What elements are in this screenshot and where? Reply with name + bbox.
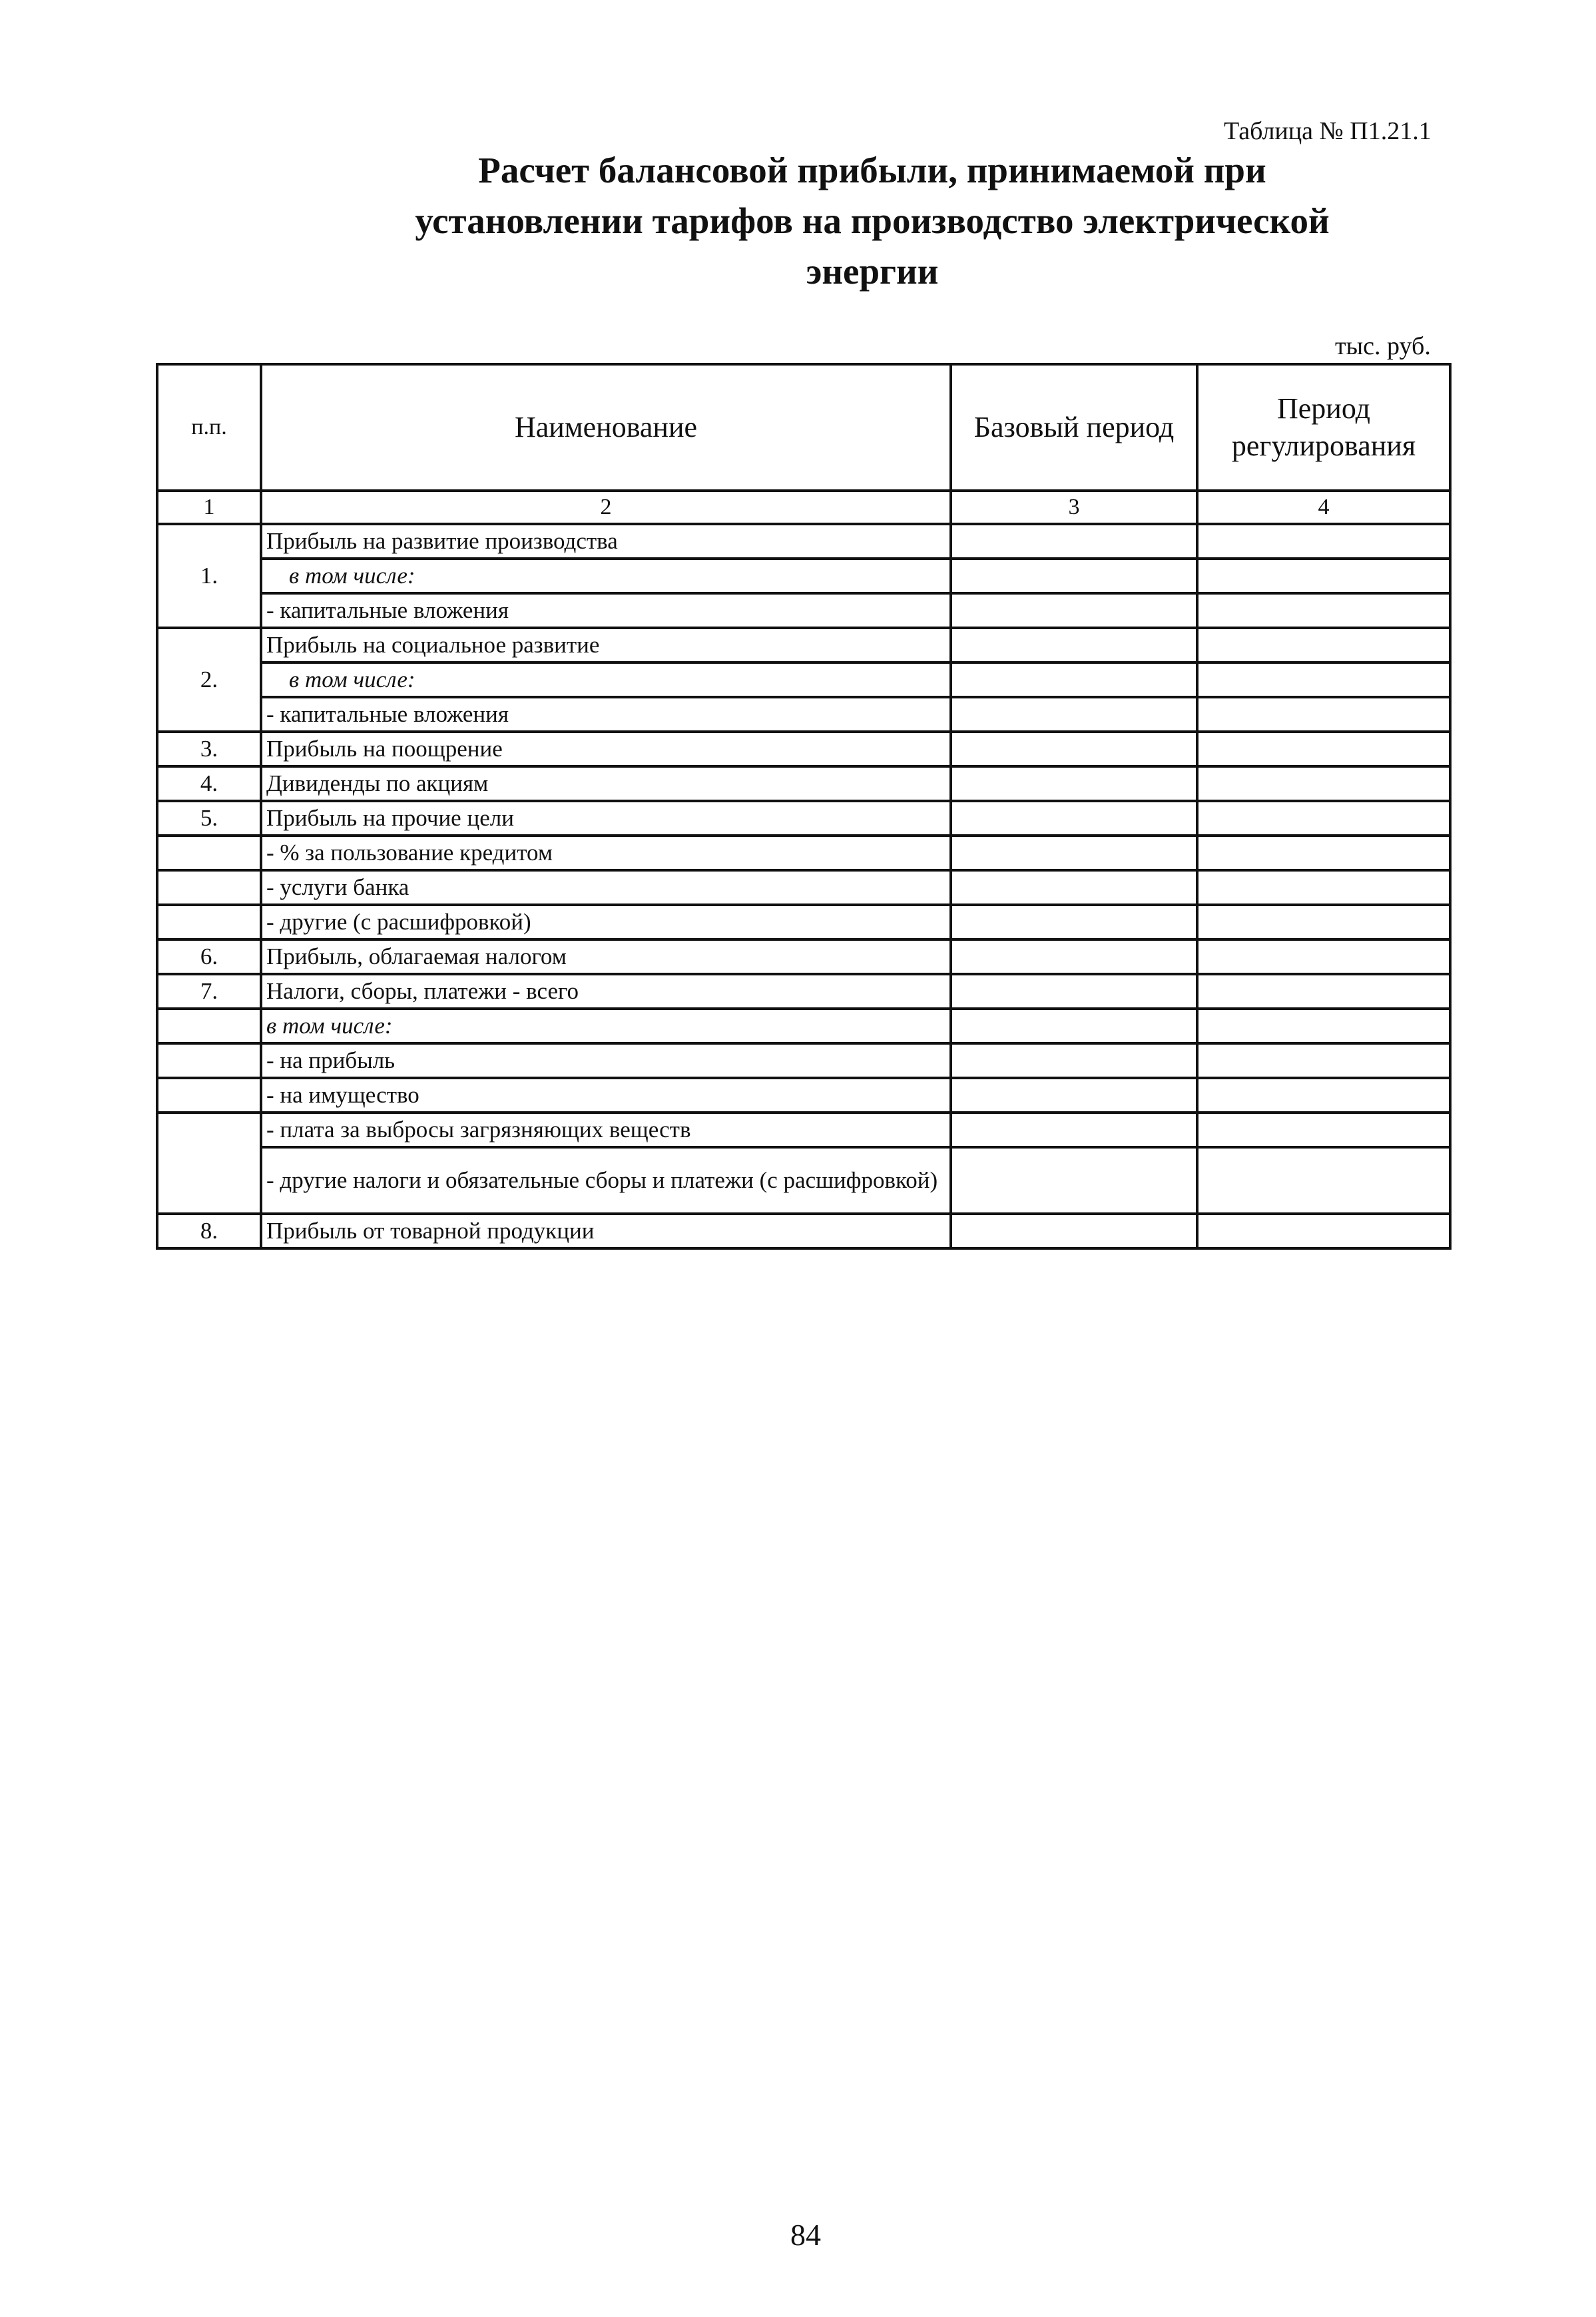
row-name: - капитальные вложения: [261, 697, 951, 732]
unit-label: тыс. руб.: [1335, 332, 1431, 360]
regulation-value-cell: [1197, 905, 1450, 939]
row-name: - плата за выбросы загрязняющих веществ: [261, 1113, 951, 1147]
regulation-value-cell: [1197, 974, 1450, 1009]
row-name: в том числе:: [261, 1009, 951, 1043]
base-value-cell: [951, 974, 1197, 1009]
base-value-cell: [951, 1214, 1197, 1248]
row-name: Прибыль, облагаемая налогом: [261, 939, 951, 974]
row-name: Прибыль на социальное развитие: [261, 628, 951, 662]
regulation-value-cell: [1197, 870, 1450, 905]
regulation-value-cell: [1197, 593, 1450, 628]
row-number: 1.: [157, 524, 261, 628]
row-number: 3.: [157, 732, 261, 766]
regulation-value-cell: [1197, 801, 1450, 836]
row-number: 5.: [157, 801, 261, 836]
row-number: [157, 836, 261, 870]
regulation-value-cell: [1197, 1009, 1450, 1043]
regulation-value-cell: [1197, 697, 1450, 732]
base-value-cell: [951, 766, 1197, 801]
regulation-value-cell: [1197, 732, 1450, 766]
header-regulation-period: Период регулирования: [1197, 364, 1450, 491]
row-name: - услуги банка: [261, 870, 951, 905]
row-name: в том числе:: [261, 662, 951, 697]
row-name: - другие налоги и обязательные сборы и платежи (с расшифровкой): [261, 1147, 951, 1214]
row-number: [157, 1113, 261, 1214]
base-value-cell: [951, 628, 1197, 662]
table-row: [157, 801, 1450, 836]
table-row: [157, 905, 1450, 939]
row-name: - другие (с расшифровкой): [261, 905, 951, 939]
regulation-value-cell: [1197, 662, 1450, 697]
table-row: [157, 974, 1450, 1009]
header-name: Наименование: [261, 364, 951, 491]
regulation-value-cell: [1197, 1113, 1450, 1147]
base-value-cell: [951, 1147, 1197, 1214]
table-row: [157, 1078, 1450, 1113]
row-number: 2.: [157, 628, 261, 732]
table-row: [157, 836, 1450, 870]
column-number: 2: [261, 491, 951, 524]
table-row: [157, 766, 1450, 801]
table-row: [157, 662, 1450, 697]
row-number: 7.: [157, 974, 261, 1009]
row-number: [157, 1078, 261, 1113]
regulation-value-cell: [1197, 524, 1450, 559]
table-row: [157, 732, 1450, 766]
table-row: [157, 939, 1450, 974]
row-number: [157, 905, 261, 939]
regulation-value-cell: [1197, 1214, 1450, 1248]
row-number: [157, 1043, 261, 1078]
base-value-cell: [951, 593, 1197, 628]
table-row: [157, 628, 1450, 662]
header-base-period: Базовый период: [951, 364, 1197, 491]
table-row: [157, 524, 1450, 559]
base-value-cell: [951, 697, 1197, 732]
column-number: 1: [157, 491, 261, 524]
row-name: - капитальные вложения: [261, 593, 951, 628]
row-number: 6.: [157, 939, 261, 974]
regulation-value-cell: [1197, 1043, 1450, 1078]
base-value-cell: [951, 870, 1197, 905]
page-number: 84: [790, 2218, 821, 2252]
table-row: [157, 559, 1450, 593]
base-value-cell: [951, 905, 1197, 939]
header-pp: п.п.: [157, 364, 261, 491]
row-name: Прибыль на прочие цели: [261, 801, 951, 836]
title-line-2: установлении тарифов на производство электрической: [415, 200, 1330, 241]
base-value-cell: [951, 801, 1197, 836]
title-line-1: Расчет балансовой прибыли, принимаемой при: [478, 150, 1266, 190]
column-number: 4: [1197, 491, 1450, 524]
table-row: [157, 697, 1450, 732]
base-value-cell: [951, 1009, 1197, 1043]
regulation-value-cell: [1197, 628, 1450, 662]
row-name: Прибыль на поощрение: [261, 732, 951, 766]
base-value-cell: [951, 1113, 1197, 1147]
column-number: 3: [951, 491, 1197, 524]
table-row: [157, 870, 1450, 905]
base-value-cell: [951, 732, 1197, 766]
row-number: [157, 1009, 261, 1043]
header-row: [157, 364, 1450, 491]
base-value-cell: [951, 1078, 1197, 1113]
profit-table: [156, 363, 1452, 1250]
table-row: [157, 1147, 1450, 1214]
document-title: [286, 145, 1458, 297]
row-name: - на имущество: [261, 1078, 951, 1113]
row-number: 8.: [157, 1214, 261, 1248]
base-value-cell: [951, 662, 1197, 697]
row-name: Прибыль на развитие производства: [261, 524, 951, 559]
title-line-3: энергии: [806, 251, 939, 292]
base-value-cell: [951, 559, 1197, 593]
base-value-cell: [951, 939, 1197, 974]
table-row: [157, 1214, 1450, 1248]
row-name: Налоги, сборы, платежи - всего: [261, 974, 951, 1009]
base-value-cell: [951, 836, 1197, 870]
row-name: в том числе:: [261, 559, 951, 593]
table-row: [157, 1043, 1450, 1078]
base-value-cell: [951, 1043, 1197, 1078]
table-reference: Таблица № П1.21.1: [1224, 117, 1432, 145]
regulation-value-cell: [1197, 939, 1450, 974]
table-row: [157, 1113, 1450, 1147]
regulation-value-cell: [1197, 766, 1450, 801]
regulation-value-cell: [1197, 836, 1450, 870]
row-name: - % за пользование кредитом: [261, 836, 951, 870]
table-row: [157, 593, 1450, 628]
column-number-row: [157, 491, 1450, 524]
row-name: Прибыль от товарной продукции: [261, 1214, 951, 1248]
regulation-value-cell: [1197, 559, 1450, 593]
base-value-cell: [951, 524, 1197, 559]
row-number: 4.: [157, 766, 261, 801]
row-name: - на прибыль: [261, 1043, 951, 1078]
regulation-value-cell: [1197, 1078, 1450, 1113]
row-number: [157, 870, 261, 905]
table-row: [157, 1009, 1450, 1043]
regulation-value-cell: [1197, 1147, 1450, 1214]
row-name: Дивиденды по акциям: [261, 766, 951, 801]
